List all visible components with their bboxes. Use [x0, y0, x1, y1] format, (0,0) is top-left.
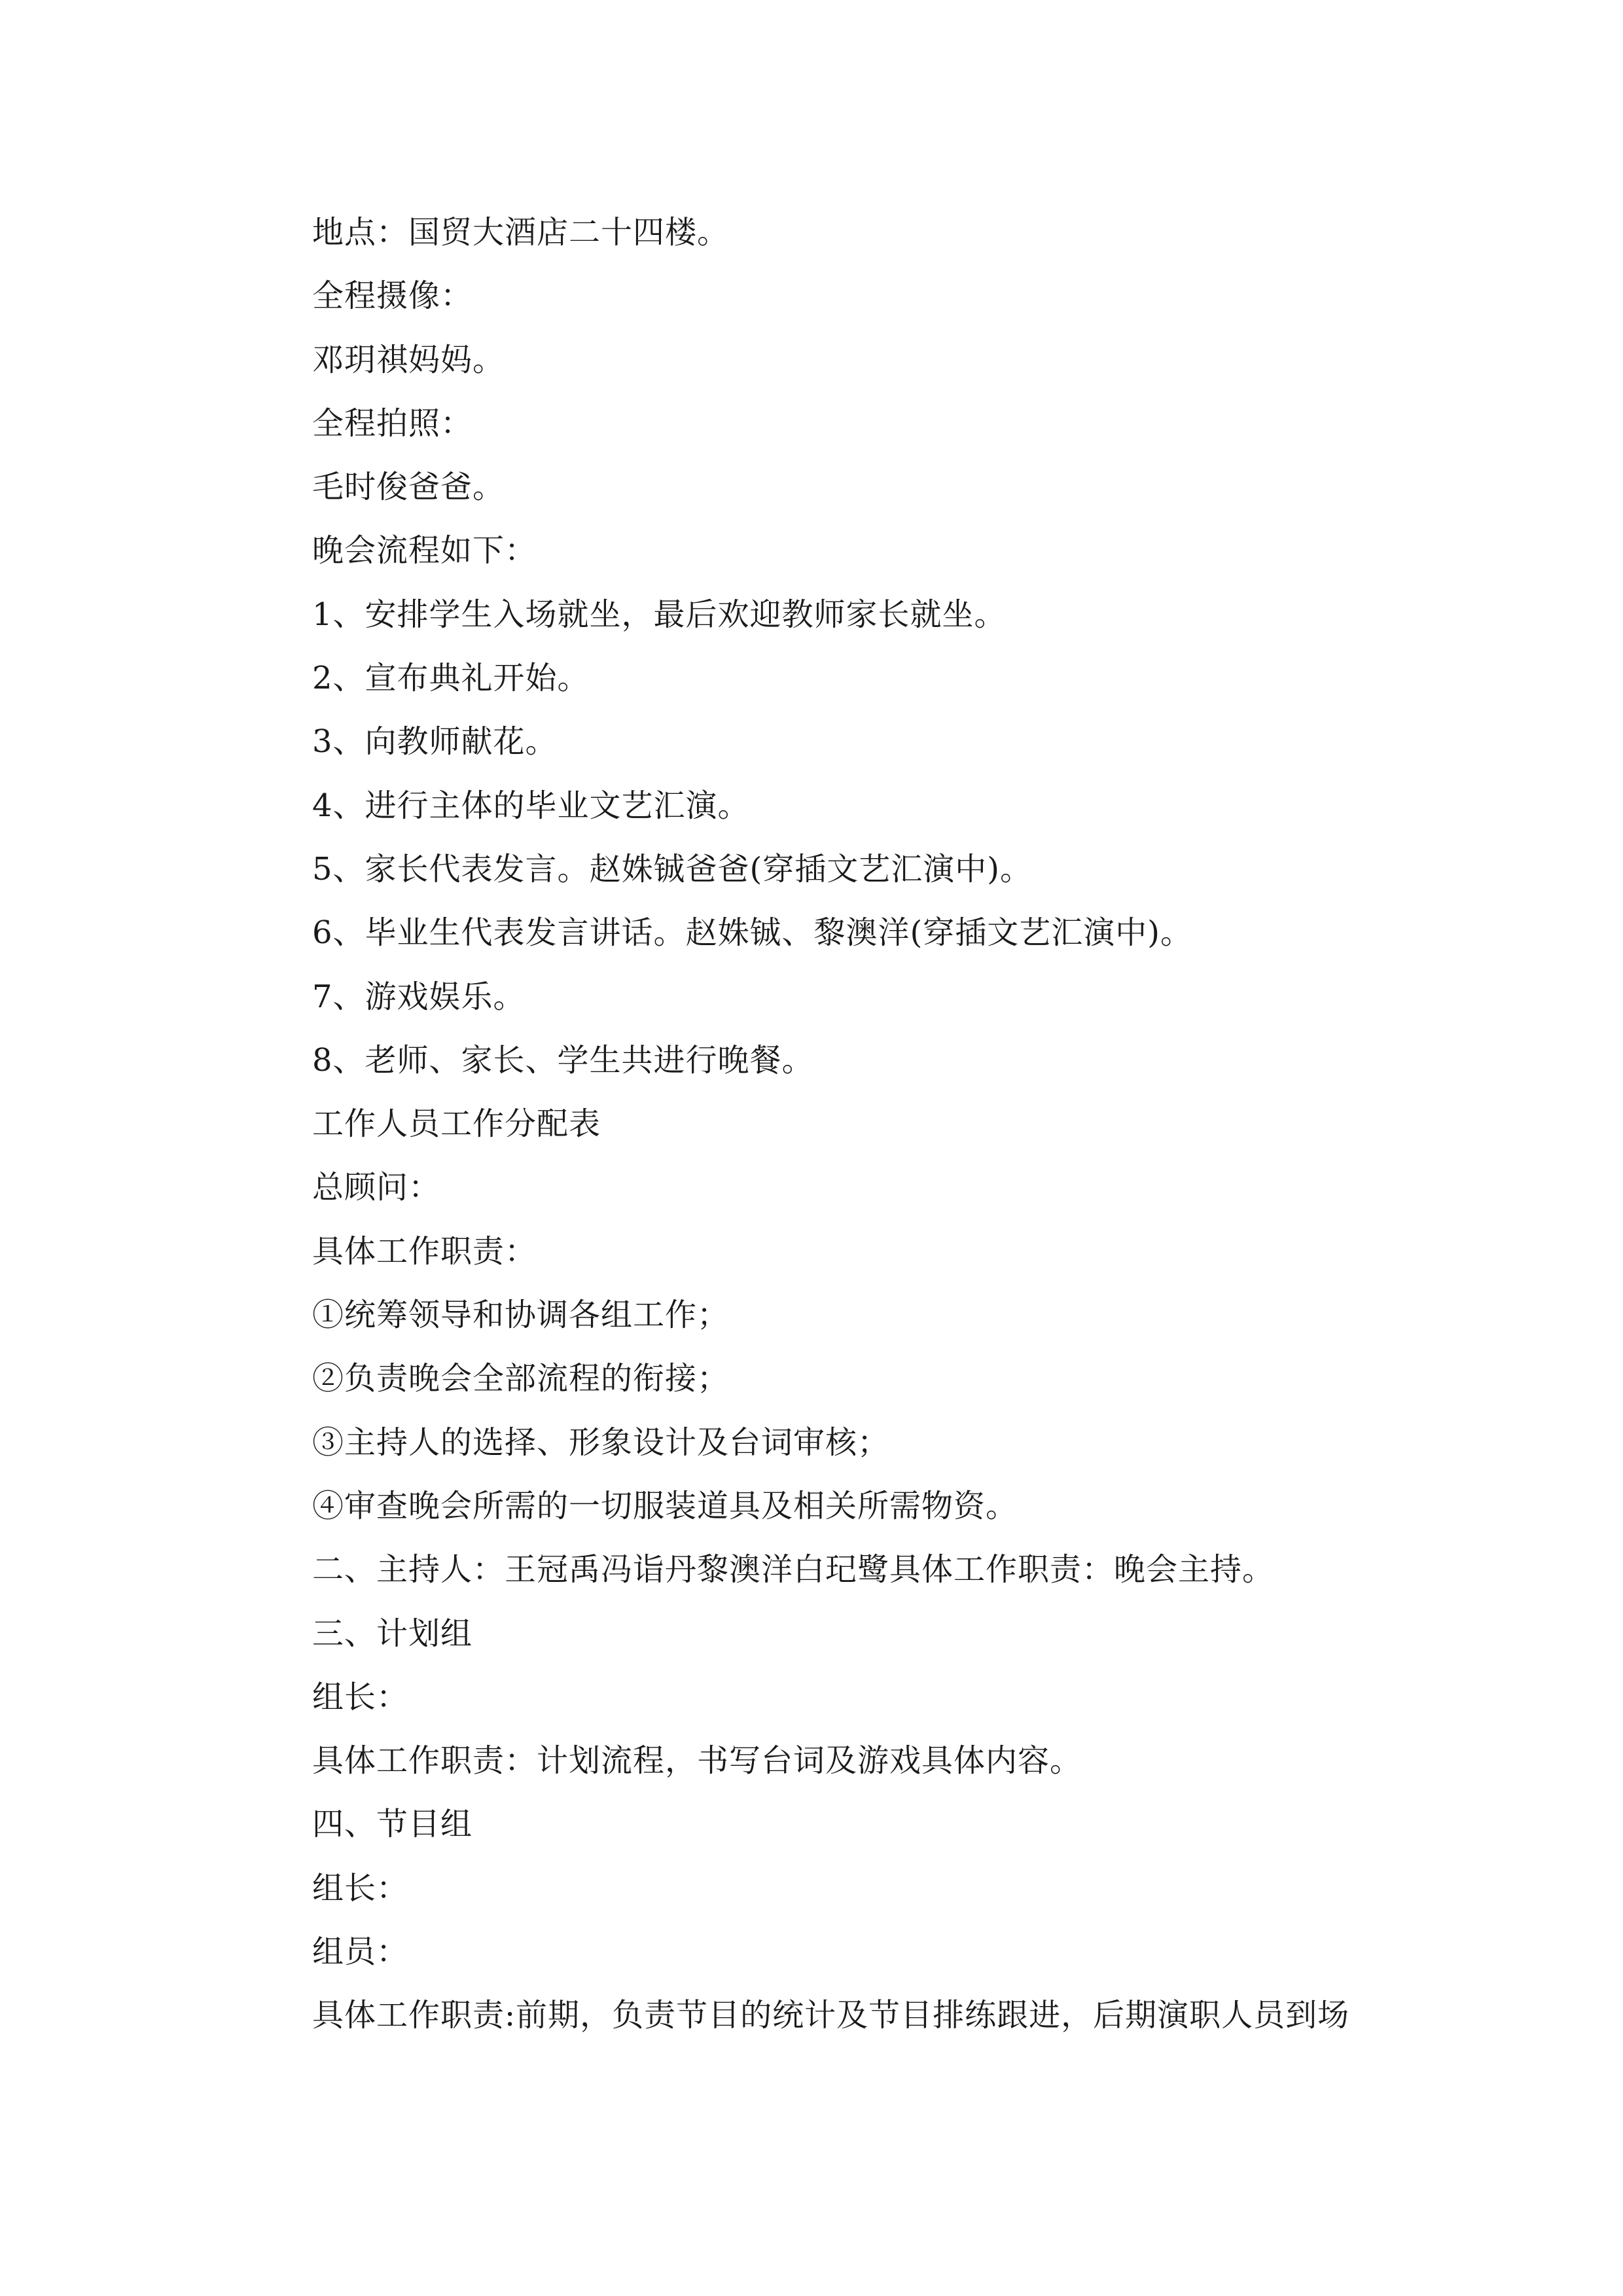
program-group-duties: 具体工作职责:前期，负责节目的统计及节目排练跟进，后期演职人员到场 — [312, 1997, 1350, 2034]
group-leader-label: 组长： — [312, 1678, 409, 1715]
staff-table-heading: 工作人员工作分配表 — [312, 1105, 601, 1143]
program-step: 2、宣布典礼开始。 — [312, 660, 590, 697]
group-leader-label: 组长： — [312, 1869, 409, 1907]
program-step: 3、向教师献花。 — [312, 723, 558, 761]
program-step: 4、进行主体的毕业文艺汇演。 — [312, 787, 750, 824]
venue-line: 地点：国贸大酒店二十四楼。 — [312, 214, 730, 251]
program-group-heading: 四、节目组 — [312, 1806, 473, 1843]
duty-item: ①统筹领导和协调各组工作； — [312, 1297, 730, 1334]
advisor-heading: 总顾问： — [312, 1169, 441, 1206]
planning-duties: 具体工作职责：计划流程，书写台词及游戏具体内容。 — [312, 1742, 1082, 1780]
planning-group-heading: 三、计划组 — [312, 1615, 473, 1652]
program-step: 7、游戏娱乐。 — [312, 978, 526, 1015]
duty-item: ③主持人的选择、形象设计及台词审核； — [312, 1424, 890, 1461]
program-heading: 晚会流程如下： — [312, 532, 537, 569]
document-body — [312, 201, 1464, 2048]
group-members-label: 组员： — [312, 1933, 409, 1971]
duties-heading: 具体工作职责： — [312, 1232, 537, 1270]
program-step: 5、家长代表发言。赵姝铖爸爸(穿插文艺汇演中)。 — [312, 850, 1032, 888]
video-person: 邓玥祺妈妈。 — [312, 341, 505, 378]
photo-person: 毛时俊爸爸。 — [312, 469, 505, 506]
program-step: 6、毕业生代表发言讲话。赵姝铖、黎澳洋(穿插文艺汇演中)。 — [312, 914, 1192, 952]
video-heading: 全程摄像： — [312, 278, 473, 315]
program-step: 8、老师、家长、学生共进行晚餐。 — [312, 1041, 814, 1079]
duty-item: ④审查晚会所需的一切服装道具及相关所需物资。 — [312, 1487, 1018, 1524]
duty-item: ②负责晚会全部流程的衔接； — [312, 1360, 730, 1397]
hosts-line: 二、主持人：王冠禹冯诣丹黎澳洋白玘鹭具体工作职责：晚会主持。 — [312, 1551, 1275, 1588]
program-step: 1、安排学生入场就坐，最后欢迎教师家长就坐。 — [312, 596, 1007, 633]
photo-heading: 全程拍照： — [312, 404, 473, 442]
